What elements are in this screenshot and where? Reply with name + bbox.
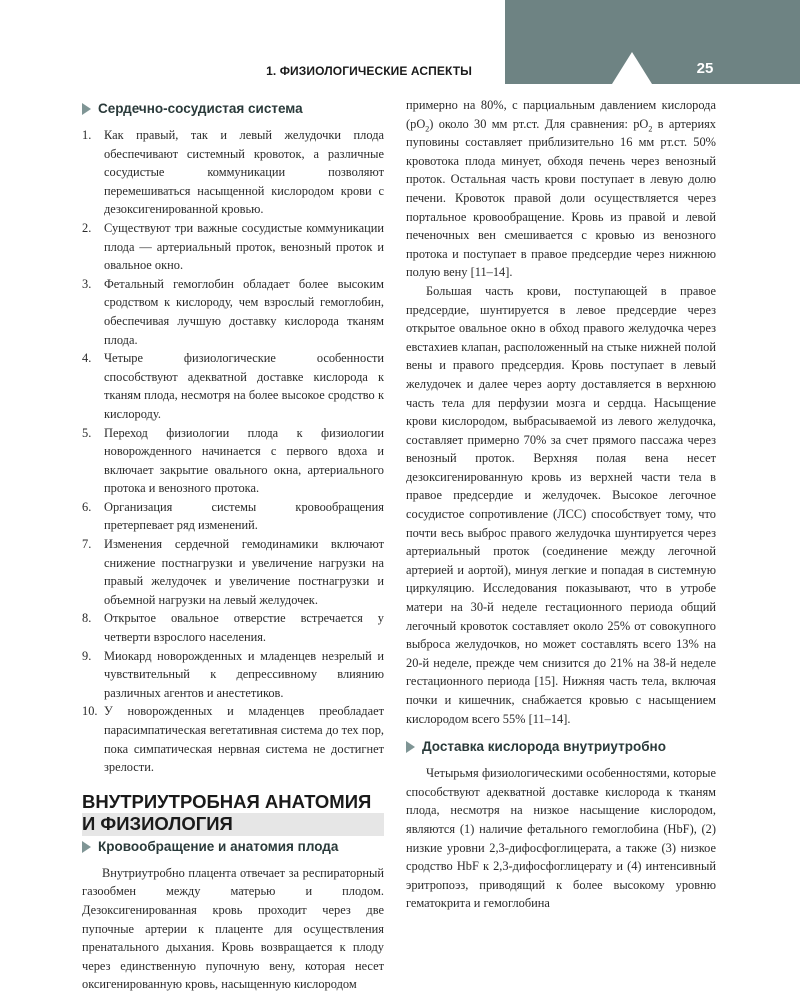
paragraph: Внутриутробно плацента отвечает за респираторный газообмен между матерью и плодом. Дезоксигенированная кровь проходит через две пупочные артерии к плаценте для осуществления пренатального дыхания. Кровь возвращается к плоду через единственную пупочную вену, которая несет оксигенированную кровь, насыщенную кислородом [82, 865, 384, 992]
list-item-text: Миокард новорожденных и младенцев незрелый и чувствительный к депрессивному влиянию различных агентов и анестетиков. [104, 648, 384, 700]
list-item-number: 1. [82, 128, 92, 142]
list-item-number: 2. [82, 220, 92, 235]
list-item-text: Переход физиологии плода к физиологии новорожденного начинается с первого вдоха и включает закрытие овального окна, артериального протока и венозного протока. [104, 425, 384, 496]
list-item-number: 5. [82, 425, 92, 440]
text-run: ) около 30 мм рт.ст. Для сравнения: pO [429, 116, 649, 131]
triangle-bullet-icon [406, 741, 415, 753]
list-item [82, 647, 384, 703]
list-item [82, 126, 384, 219]
text-run: в артериях пуповины составляет приблизительно 16 мм рт.ст. 50% кровотока плода минует, обходя печень через венозный проток. Остальная часть крови поступает в левую долю печени. Кровоток правой доли осуществляется через портальное кровообращение. Кровь из правой и левой печеночных вен смешивается с кровью из венозного протока и поступает в правое предсердие через нижнюю полую вену [11–14]. [406, 116, 716, 280]
list-item-number: 3. [82, 276, 92, 291]
running-head: 1. ФИЗИОЛОГИЧЕСКИЕ АСПЕКТЫ [266, 64, 472, 78]
list-item-number: 7. [82, 537, 92, 552]
list-item-text: Организация системы кровообращения претерпевает ряд изменений. [104, 499, 384, 533]
page-number: 25 [696, 60, 714, 77]
chapter-heading [82, 791, 384, 836]
list-item-text: Фетальный гемоглобин обладает более высоким сродством к кислороду, чем взрослый гемоглобин, обеспечивая лучшую доставку кислорода тканям плода. [104, 276, 384, 347]
list-item-number: 8. [82, 611, 92, 626]
list-item-text: У новорожденных и младенцев преобладает парасимпатическая вегетативная система до тех пор, пока симпатическая нервная система не достигнет зрелости. [104, 704, 384, 775]
list-item [82, 424, 384, 498]
chapter-heading-line2: И ФИЗИОЛОГИЯ [82, 813, 384, 836]
section-heading-oxygen-delivery [406, 738, 716, 756]
header-band [505, 0, 800, 84]
list-item [82, 349, 384, 423]
list-item-text: Четыре физиологические особенности способствуют адекватной доставке кислорода к тканям плода, несмотря на более высокое сродство к кислороду. [104, 351, 384, 421]
list-item-text: Существуют три важные сосудистые коммуникации плода — артериальный проток, венозный проток и овальное окно. [104, 220, 384, 273]
right-column [406, 96, 716, 913]
chapter-heading-line1: ВНУТРИУТРОБНАЯ АНАТОМИЯ [82, 790, 372, 812]
section-heading-text: Кровообращение и анатомия плода [98, 838, 339, 854]
paragraph [406, 96, 716, 282]
text-run: примерно на 80%, с парциальным давлением кислорода (pO [406, 98, 716, 131]
list-item [82, 535, 384, 609]
subscript: 2 [648, 124, 653, 134]
list-item [82, 498, 384, 535]
section-heading-cardiovascular [82, 100, 384, 118]
triangle-bullet-icon [82, 103, 91, 115]
list-item [82, 702, 384, 776]
list-item-text: Как правый, так и левый желудочки плода обеспечивают системный кровоток, а различные сосудистые коммуникации позволяют перемешиваться насыщенной кислородом крови с дезоксигенированной кровью. [104, 128, 384, 217]
paragraph: Большая часть крови, поступающей в правое предсердие, шунтируется в левое предсердие через открытое овальное окно в обход правого желудочка через евстахиев клапан, расположенный на стыке нижней полой вены и правого предсердия. Кровь поступает в левый желудочек и далее через аорту доставляется в верхнюю часть тела для перфузии мозга и сердца. Насыщение крови кислородом, выбрасываемой из левого желудочка, составляет примерно 70% за счет прямого пассажа через венозный проток. Верхняя полая вена несет дезоксигенированную кровь из верхней части тела в правое предсердие и желудочек. Высокое легочное сосудистое сопротивление (ЛСС) способствует тому, что почти весь выброс правого желудочка шунтируется через артериальный проток (соединение между легочной артерией и аортой), минуя легкие и попадая в системную циркуляцию. Исследования показывают, что в утробе матери на 30-й неделе гестационного периода общий легочный кровоток составляет около 25% от совокупного выброса желудочков, но может составлять всего 13% на 20-й неделе, прежде чем снизится до 21% на 38-й неделе гестационного периода [15]. Нижняя часть тела, включая почки и кишечник, снабжается кровью с насыщением кислородом всего 55% [11–14]. [406, 283, 716, 726]
list-item [82, 219, 384, 275]
list-item-text: Открытое овальное отверстие встречается у четверти взрослого населения. [104, 611, 384, 645]
list-item [82, 609, 384, 646]
list-item-number: 4. [82, 351, 92, 366]
section-heading-text: Сердечно-сосудистая система [98, 101, 303, 116]
paragraph: Четырьмя физиологическими особенностями, которые способствуют адекватной доставке кислорода к тканям плода, несмотря на низкое насыщение кислородом, являются (1) наличие фетального гемоглобина (HbF), (2) низкие уровни 2,3-дифосфоглицерата, а также (3) низкое сродство HbF к 2,3-дифосфоглицерату и (4) интенсивный эритропоэз, приводящий к более высокому уровню гематокрита и гемоглобина [406, 766, 716, 911]
list-item [82, 275, 384, 349]
header-notch [612, 52, 652, 84]
list-item-number: 10. [82, 704, 98, 719]
list-item-number: 9. [82, 648, 92, 663]
key-points-list [82, 126, 384, 777]
section-heading-circulation [82, 838, 384, 856]
list-item-number: 6. [82, 499, 92, 514]
subscript: 2 [425, 124, 430, 134]
section-heading-text: Доставка кислорода внутриутробно [422, 739, 666, 755]
triangle-bullet-icon [82, 841, 91, 853]
list-item-text: Изменения сердечной гемодинамики включают снижение постнагрузки и увеличение нагрузки на правый желудочек и увеличение постнагрузки и объемной нагрузки на левый желудочек. [104, 537, 384, 607]
left-column [82, 96, 384, 994]
